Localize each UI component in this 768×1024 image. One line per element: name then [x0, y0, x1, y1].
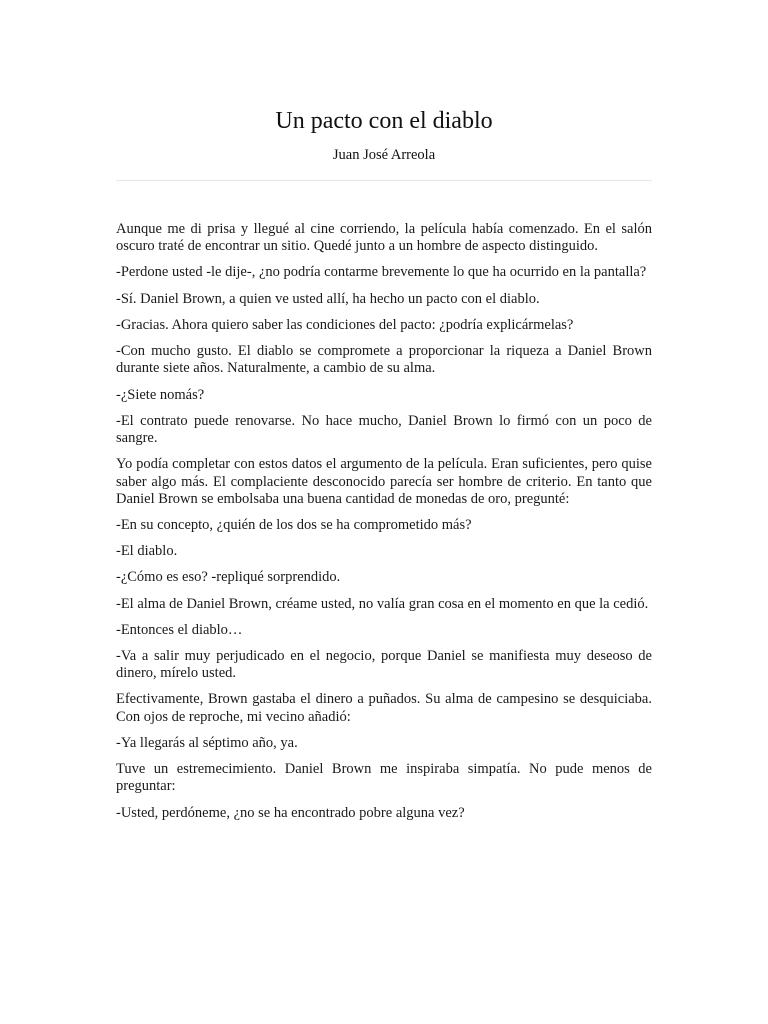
- paragraph: -En su concepto, ¿quién de los dos se ha comprometido más?: [116, 516, 472, 533]
- paragraph: -Va a salir muy perjudicado en el negocio, porque Daniel se manifiesta muy deseoso de dinero, mírelo usted.: [116, 647, 652, 682]
- paragraph: -El contrato puede renovarse. No hace mucho, Daniel Brown lo firmó con un poco de sangre.: [116, 412, 652, 447]
- document-author: Juan José Arreola: [332, 147, 436, 163]
- header-divider: [116, 180, 652, 181]
- paragraph: -Gracias. Ahora quiero saber las condiciones del pacto: ¿podría explicármelas?: [116, 316, 574, 333]
- paragraph: -¿Cómo es eso? -repliqué sorprendido.: [116, 569, 341, 586]
- paragraph: -El alma de Daniel Brown, créame usted, no valía gran cosa en el momento en que la cedió.: [116, 595, 649, 612]
- paragraph: -Con mucho gusto. El diablo se compromete a proporcionar la riqueza a Daniel Brown durante siete años. Naturalmente, a cambio de su alma.: [116, 343, 652, 377]
- paragraph: Tuve un estremecimiento. Daniel Brown me inspiraba simpatía. No pude menos de preguntar:: [116, 761, 652, 795]
- paragraph: -Ya llegarás al séptimo año, ya.: [116, 734, 298, 751]
- document-body: [116, 221, 652, 831]
- paragraph: -El diablo.: [116, 543, 178, 560]
- paragraph: Efectivamente, Brown gastaba el dinero a puñados. Su alma de campesino se desquiciaba. Con ojos de reproche, mi vecino añadió:: [116, 691, 652, 725]
- paragraph: -Perdone usted -le dije-, ¿no podría contarme brevemente lo que ha ocurrido en la pantalla?: [116, 264, 647, 281]
- paragraph: -Entonces el diablo…: [116, 621, 243, 638]
- paragraph: Yo podía completar con estos datos el argumento de la película. Eran suficientes, pero quise saber algo más. El complaciente desconocido parecía ser hombre de criterio. En tanto que Daniel Brown se embolsaba una buena cantidad de monedas de oro, pregunté:: [116, 456, 652, 507]
- document-header: [116, 106, 652, 164]
- paragraph: -Sí. Daniel Brown, a quien ve usted allí, ha hecho un pacto con el diablo.: [116, 290, 540, 307]
- paragraph: -¿Siete nomás?: [116, 386, 205, 403]
- document-title: Un pacto con el diablo: [275, 108, 493, 134]
- paragraph: Aunque me di prisa y llegué al cine corriendo, la película había comenzado. En el salón oscuro traté de encontrar un sitio. Quedé junto a un hombre de aspecto distinguido.: [116, 221, 652, 255]
- paragraph: -Usted, perdóneme, ¿no se ha encontrado pobre alguna vez?: [116, 804, 465, 821]
